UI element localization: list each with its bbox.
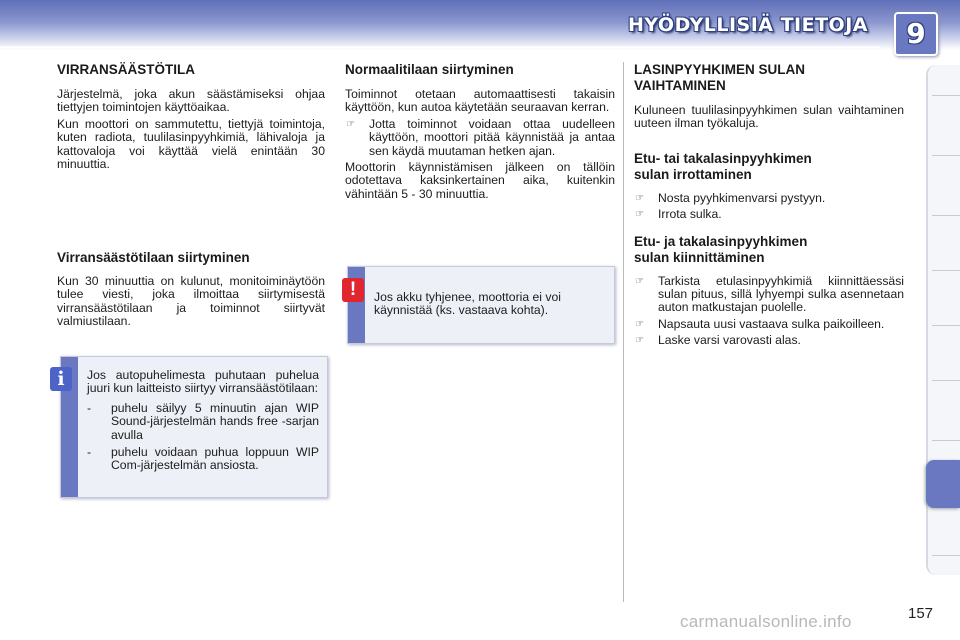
chapter-tab-divider xyxy=(932,440,960,441)
list-item: ☞ Jotta toiminnot voidaan ottaa uudelleen käyttöön, moottori pitää käynnistää ja antaa sen käydä muutaman hetken ajan. xyxy=(346,116,615,158)
wiper-blade-section xyxy=(634,62,904,351)
warning-box xyxy=(347,266,615,344)
paragraph: Kuluneen tuulilasinpyyhkimen sulan vaihtaminen uuteen ilman työkaluja. xyxy=(634,103,904,131)
subsection-title: Etu- ja takalasinpyyhkimen sulan kiinnittäminen xyxy=(634,233,808,265)
warning-text: Jos akku tyhjenee, moottoria ei voi käynnistää (ks. vastaava kohta). xyxy=(374,290,561,318)
subsection-title: Etu- tai takalasinpyyhkimen sulan irrottaminen xyxy=(634,150,812,182)
section-title: LASINPYYHKIMEN SULAN VAIHTAMINEN xyxy=(634,62,806,93)
pointing-hand-icon: ☞ xyxy=(635,318,644,330)
chapter-tab-divider xyxy=(932,380,960,381)
chapter-tab-divider xyxy=(932,215,960,216)
info-intro: Jos autopuhelimesta puhutaan puhelua juuri kun laitteisto siirtyy virransäästötilaan: xyxy=(87,368,319,396)
section-title: VIRRANSÄÄSTÖTILA xyxy=(57,62,195,77)
list-item: - puhelu voidaan puhua loppuun WIP Com-järjestelmän ansiosta. xyxy=(87,445,319,473)
chapter-tab-active xyxy=(926,460,960,508)
list-item: ☞ Tarkista etulasinpyyhkimiä kiinnittäessäsi sulan pituus, sillä lyhyempi sulka asennetaan auton matkustajan puolelle. xyxy=(635,273,904,315)
chapter-number-badge: 9 xyxy=(894,12,938,56)
chapter-tab-divider xyxy=(932,155,960,156)
normal-mode-section xyxy=(345,62,615,204)
list-item: ☞ Nosta pyyhkimenvarsi pystyyn. xyxy=(635,190,826,205)
chapter-tab-divider xyxy=(932,555,960,556)
chapter-tab-divider xyxy=(932,95,960,96)
list-item: ☞ Napsauta uusi vastaava sulka paikoilleen. xyxy=(635,316,885,331)
paragraph: Kun moottori on sammutettu, tiettyjä toimintoja, kuten radiota, tuulilasinpyyhkimiä, lähivaloja ja kattovaloja voi käyttää vielä enintään 30 minuuttia. xyxy=(57,116,325,172)
dash-marker: - xyxy=(87,445,92,460)
paragraph: Kun 30 minuuttia on kulunut, monitoiminäytöön tulee viesti, joka ilmoittaa siirtymisestä virransäästötilaan ja toiminnot siirtyvät valmiustilaan. xyxy=(57,274,325,329)
power-saving-entry-section xyxy=(57,250,325,332)
section-title: Normaalitilaan siirtyminen xyxy=(345,62,514,77)
page-number: 157 xyxy=(908,605,934,622)
chapter-tab-divider xyxy=(932,325,960,326)
power-saving-section xyxy=(57,62,325,174)
chapter-tab-divider xyxy=(932,270,960,271)
info-icon: i xyxy=(50,367,72,391)
chapter-title: HYÖDYLLISIÄ TIETOJA xyxy=(627,14,868,36)
header-divider xyxy=(0,46,880,48)
paragraph: Toiminnot otetaan automaattisesti takaisin käyttöön, kun autoa käytetään seuraavan kerran. xyxy=(345,87,615,115)
pointing-hand-icon: ☞ xyxy=(635,275,644,287)
pointing-hand-icon: ☞ xyxy=(635,209,644,221)
paragraph: Järjestelmä, joka akun säästämiseksi ohjaa tiettyjen toimintojen käyttöaikaa. xyxy=(57,87,325,115)
watermark: carmanualsonline.info xyxy=(680,612,852,631)
dash-marker: - xyxy=(87,400,92,415)
info-box xyxy=(60,356,328,498)
pointing-hand-icon: ☞ xyxy=(635,335,644,347)
paragraph: Moottorin käynnistämisen jälkeen on tällöin odotettava kaksinkertainen aika, kuitenkin vähintään 5 - 30 minuuttia. xyxy=(345,160,615,201)
section-title: Virransäästötilaan siirtyminen xyxy=(57,250,250,265)
list-item: ☞ Laske varsi varovasti alas. xyxy=(635,333,801,348)
list-item: ☞ Irrota sulka. xyxy=(635,207,722,222)
warning-icon: ! xyxy=(342,278,364,302)
pointing-hand-icon: ☞ xyxy=(346,118,355,130)
column-divider xyxy=(623,62,624,602)
pointing-hand-icon: ☞ xyxy=(635,192,644,204)
list-item: - puhelu säilyy 5 minuutin ajan WIP Sound-järjestelmän hands free -sarjan avulla xyxy=(87,400,319,442)
